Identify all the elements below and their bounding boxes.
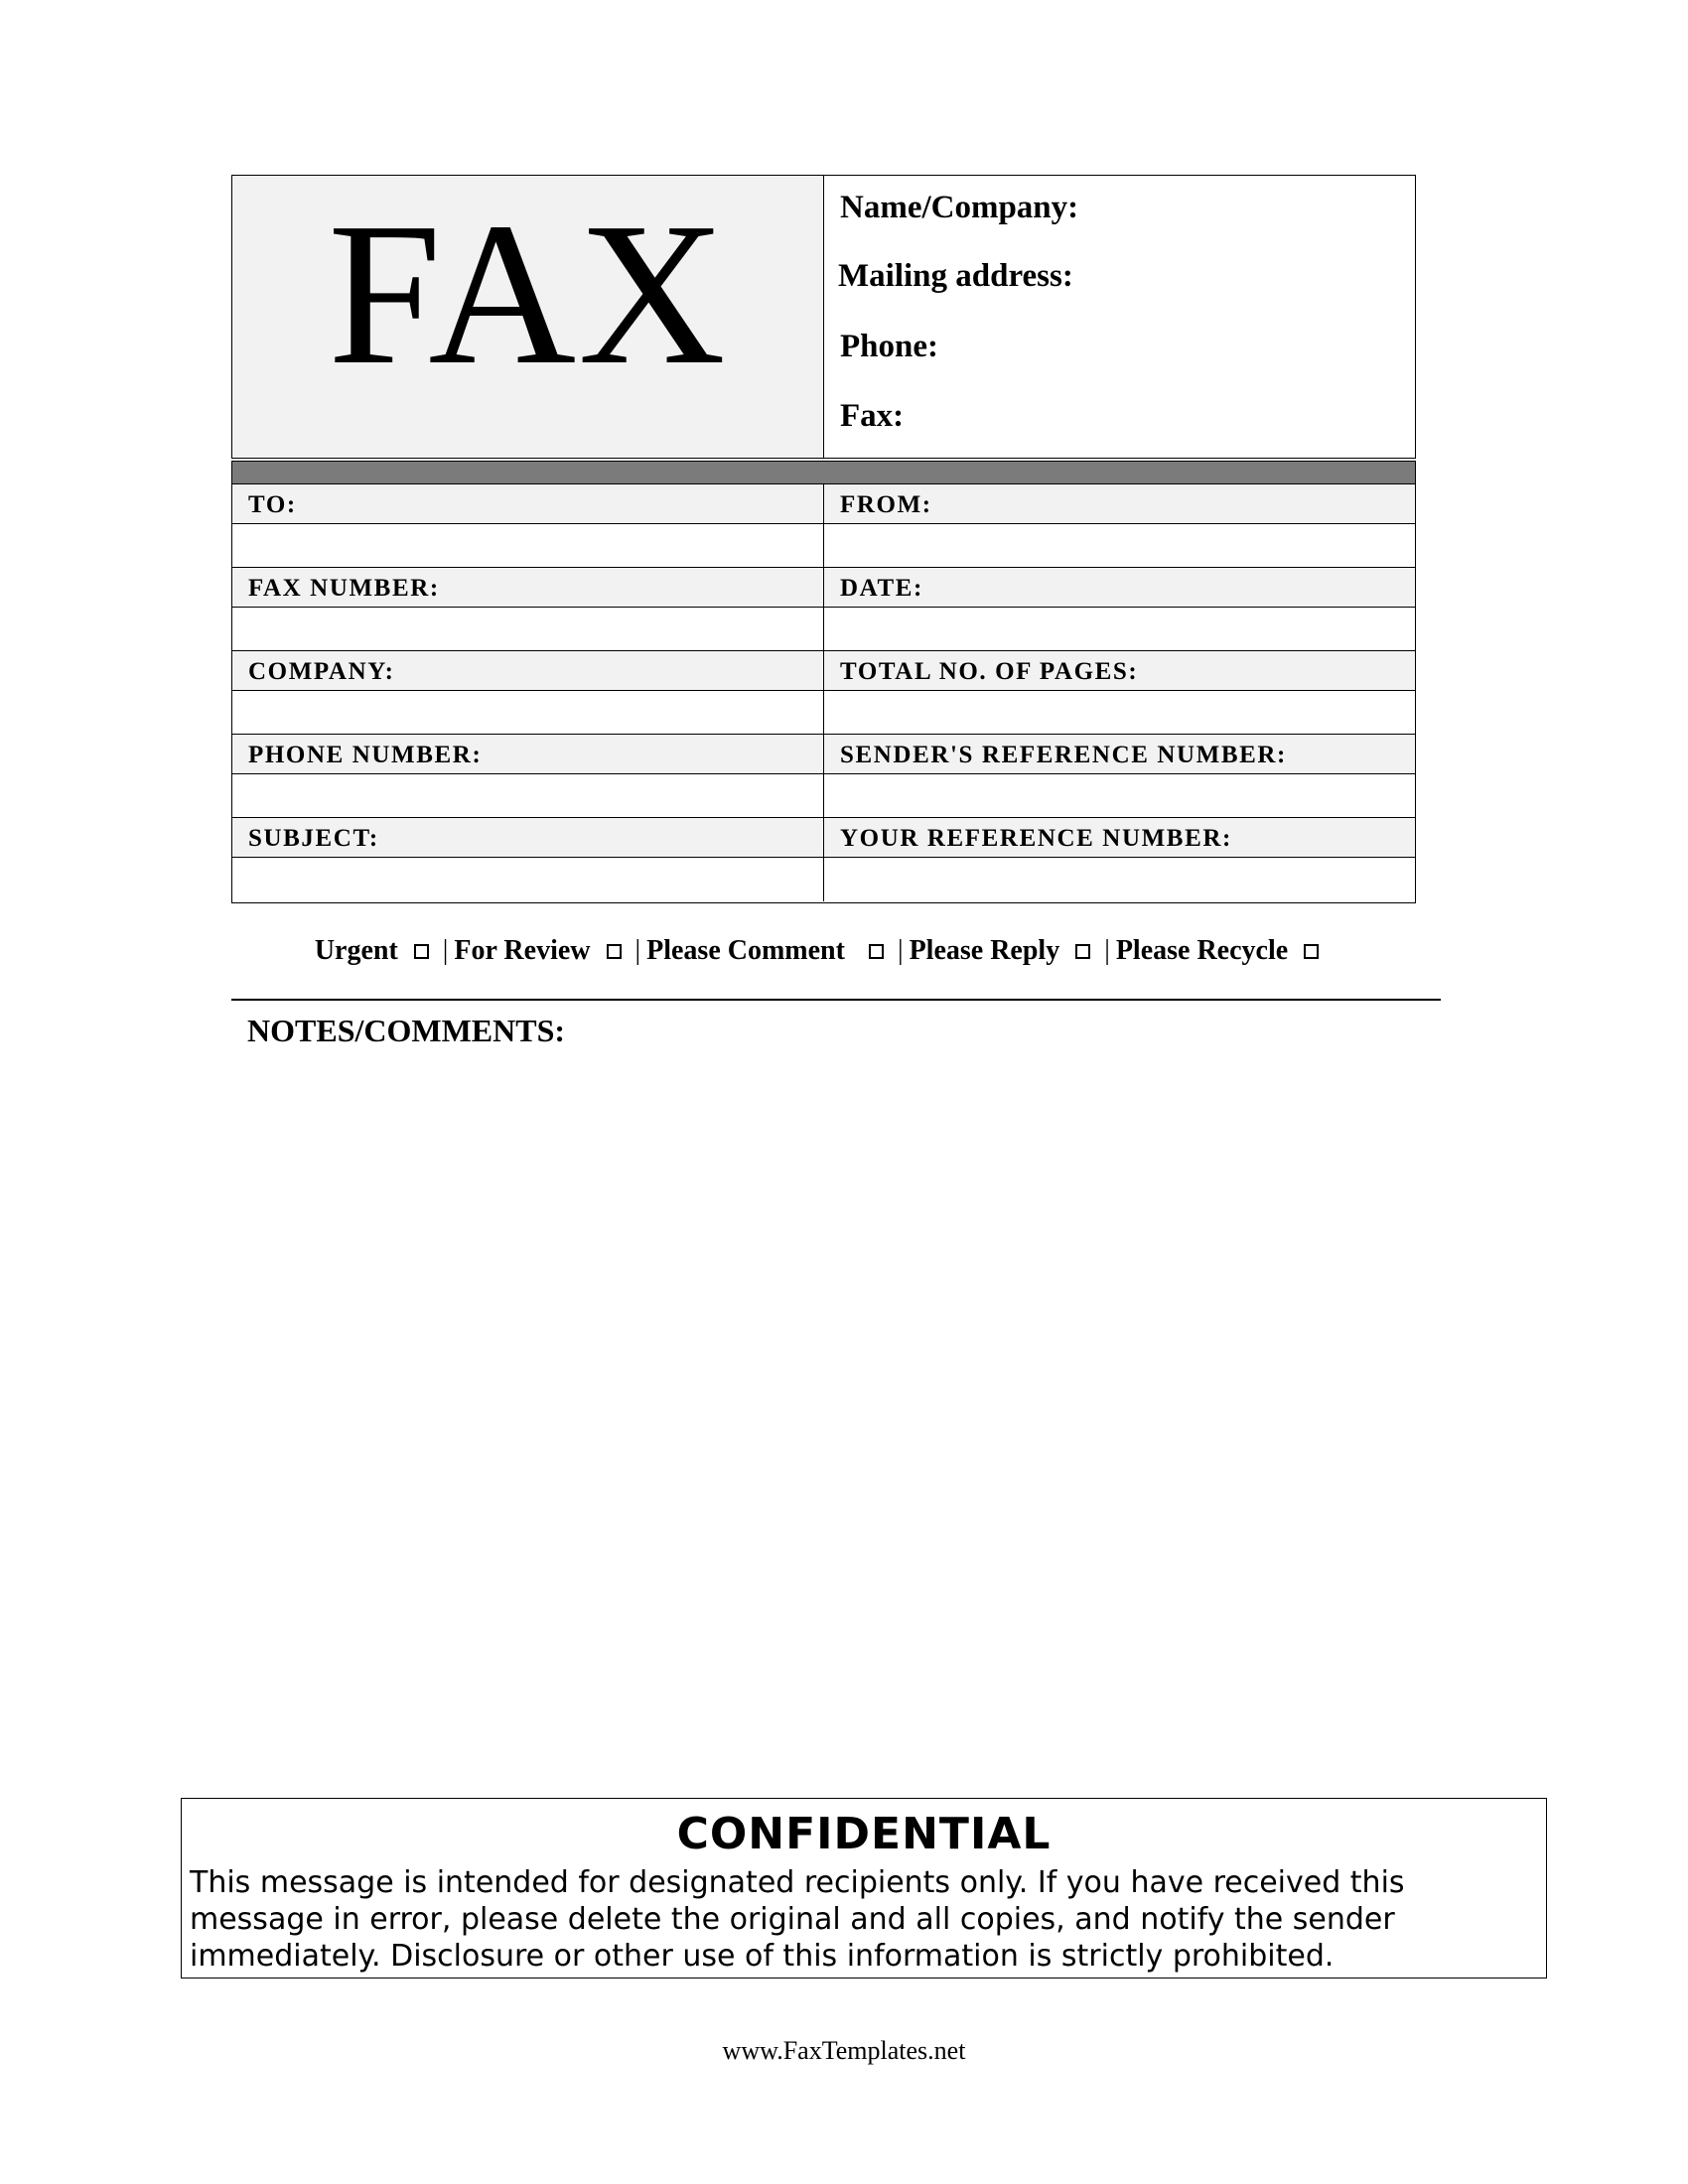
name-company-label: Name/Company: [840, 190, 1079, 225]
to-field[interactable] [232, 524, 824, 567]
table-row [232, 651, 1415, 691]
footer-url: www.FaxTemplates.net [722, 2036, 966, 2065]
option-label: For Review [454, 935, 591, 966]
please-recycle-checkbox[interactable] [1304, 944, 1319, 959]
field-label-cell [824, 735, 1415, 773]
to-label: TO: [248, 491, 297, 518]
phone-number-field[interactable] [232, 774, 824, 817]
table-row [232, 691, 1415, 735]
field-label-cell [824, 651, 1415, 690]
option-please-reply [910, 935, 1105, 967]
table-row [232, 818, 1415, 858]
option-urgent [315, 935, 443, 967]
table-row [232, 735, 1415, 774]
date-field[interactable] [824, 608, 1415, 650]
table-row [232, 568, 1415, 608]
urgent-checkbox[interactable] [414, 944, 429, 959]
field-label-cell [232, 818, 824, 857]
sender-reference-label: SENDER'S REFERENCE NUMBER: [840, 742, 1287, 768]
your-reference-label: YOUR REFERENCE NUMBER: [840, 825, 1232, 852]
fax-title: FAX [328, 180, 728, 407]
fax-number-label: FAX NUMBER: [248, 575, 440, 602]
field-label-cell [232, 651, 824, 690]
table-row [232, 774, 1415, 818]
from-field[interactable] [824, 524, 1415, 567]
subject-label: SUBJECT: [248, 825, 379, 852]
fax-title-cell [232, 176, 824, 458]
divider-bar [231, 461, 1416, 484]
table-row [232, 858, 1415, 901]
confidential-box [181, 1798, 1547, 1979]
from-label: FROM: [840, 491, 932, 518]
total-pages-field[interactable] [824, 691, 1415, 734]
option-separator: | [897, 935, 904, 966]
options-row [231, 931, 1416, 971]
subject-field[interactable] [232, 858, 824, 901]
table-row [232, 608, 1415, 651]
option-please-recycle [1116, 935, 1333, 967]
date-label: DATE: [840, 575, 923, 602]
confidential-text: This message is intended for designated recipients only. If you have received this message in error, please delete the original and all copies, and notify the sender immediately. Disclosure or other use of this information is strictly prohibited. [190, 1865, 1405, 1974]
table-row [232, 484, 1415, 524]
company-label: COMPANY: [248, 658, 395, 685]
field-label-cell [824, 568, 1415, 607]
field-label-cell [232, 568, 824, 607]
notes-divider [231, 999, 1441, 1001]
field-label-cell [824, 484, 1415, 523]
company-field[interactable] [232, 691, 824, 734]
option-separator: | [1104, 935, 1110, 966]
option-label: Please Reply [909, 935, 1060, 966]
phone-label: Phone: [840, 329, 938, 364]
option-label: Urgent [314, 935, 398, 966]
field-label-cell [824, 818, 1415, 857]
please-reply-checkbox[interactable] [1075, 944, 1090, 959]
option-separator: | [442, 935, 449, 966]
option-separator: | [634, 935, 641, 966]
sender-reference-field[interactable] [824, 774, 1415, 817]
option-label: Please Recycle [1115, 935, 1289, 966]
option-label: Please Comment [646, 935, 845, 966]
fields-table [231, 484, 1416, 903]
notes-comments-label: NOTES/COMMENTS: [247, 1013, 566, 1048]
option-please-comment [646, 935, 898, 967]
phone-number-label: PHONE NUMBER: [248, 742, 483, 768]
total-pages-label: TOTAL NO. OF PAGES: [840, 658, 1139, 685]
field-label-cell [232, 735, 824, 773]
option-for-review [454, 935, 634, 967]
please-comment-checkbox[interactable] [869, 944, 884, 959]
for-review-checkbox[interactable] [607, 944, 622, 959]
field-label-cell [232, 484, 824, 523]
fax-header [231, 175, 1416, 459]
your-reference-field[interactable] [824, 858, 1415, 901]
fax-number-field[interactable] [232, 608, 824, 650]
table-row [232, 524, 1415, 568]
fax-label: Fax: [840, 398, 905, 434]
mailing-address-label: Mailing address: [838, 258, 1073, 294]
confidential-title: CONFIDENTIAL [676, 1809, 1052, 1859]
